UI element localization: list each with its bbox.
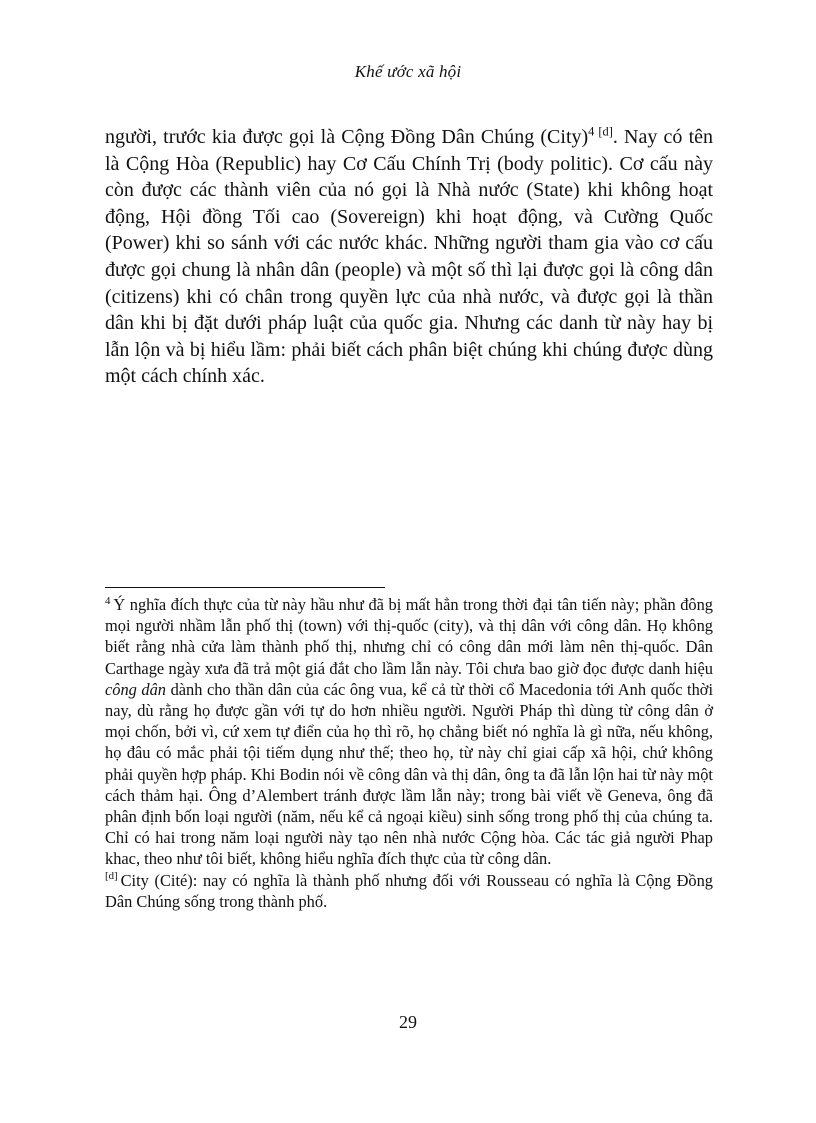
footnote-d-text: City (Cité): nay có nghĩa là thành phố nhưng đối với Rousseau có nghĩa là Cộng Đồng Dân Chúng sống trong thành phố.: [105, 870, 713, 911]
footnote-4-text-part1: Ý nghĩa đích thực của từ này hầu như đã bị mất hẳn trong thời đại tân tiến này; phần đông mọi người nhầm lẫn phố thị (town) với thị-quốc (city), và thị dân với công dân. Họ không biết rằng nhà cửa làm thành phố thị, nhưng chỉ có công dân mới làm nên thị-quốc. Dân Carthage ngày xưa đã trả một giá đắt cho lầm lẫn này. Tôi chưa bao giờ đọc được danh hiệu: [105, 595, 713, 678]
page-number: 29: [399, 1012, 417, 1032]
footnote-divider: [105, 587, 385, 588]
main-text-after-note: . Nay có tên là Cộng Hòa (Republic) hay Cơ Cấu Chính Trị (body politic). Cơ cấu này còn được các thành viên của nó gọi là Nhà nước (State) khi không hoạt động, Hội đồng Tối cao (Sovereign) khi hoạt động, và Cường Quốc (Power) khi so sánh với các nước khác. Những người tham gia vào cơ cấu được gọi chung là nhân dân (people) và một số thì lại được gọi là công dân (citizens) khi có chân trong quyền lực của nhà nước, và được gọi là thần dân khi bị đặt dưới pháp luật của quốc gia. Nhưng các danh từ này hay bị lẫn lộn và bị hiểu lầm: phải biết cách phân biệt chúng khi chúng được dùng một cách chính xác.: [105, 126, 713, 388]
footnote-4: [105, 594, 713, 870]
footnote-d-marker: [d]: [105, 870, 118, 883]
footnote-d: [105, 870, 713, 912]
footnote-4-marker: 4: [105, 594, 111, 607]
footnote-ref-d: [d]: [598, 124, 613, 139]
footnotes-section: [105, 594, 713, 912]
main-text-before-note: người, trước kia được gọi là Cộng Đồng Dân Chúng (City): [105, 126, 589, 148]
footnote-4-italic-term: công dân: [105, 679, 167, 699]
main-paragraph: [105, 124, 713, 390]
footnote-4-text-part2: dành cho thần dân của các ông vua, kể cả từ thời cổ Macedonia tới Anh quốc thời nay, dù rằng họ được gần với tự do hơn nhiều người. Người Pháp thì dùng từ công dân ở mọi chốn, bởi vì, cứ xem tự điển của họ thì rõ, họ chẳng biết nó nghĩa là gì nữa, nếu không, họ đâu có mắc phải tội tiếm dụng như thế; theo họ, từ này chỉ giai cấp xã hội, chứ không phải quyền hợp pháp. Khi Bodin nói về công dân và thị dân, ông ta đã lẫn lộn hai từ này một cách thảm hại. Ông d’Alembert tránh được lầm lẫn này; trong bài viết về Geneva, ông đã phân định bốn loại người (năm, nếu kể cả ngoại kiều) sinh sống trong phố thị của chúng ta. Chỉ có hai trong năm loại người này tạo nên nhà nước Cộng hòa. Các tác giả người Phap khac, theo như tôi biết, không hiểu nghĩa đích thực của từ công dân.: [105, 679, 714, 869]
footnote-ref-4: 4: [588, 124, 595, 139]
running-header: Khế ước xã hội: [354, 62, 462, 81]
